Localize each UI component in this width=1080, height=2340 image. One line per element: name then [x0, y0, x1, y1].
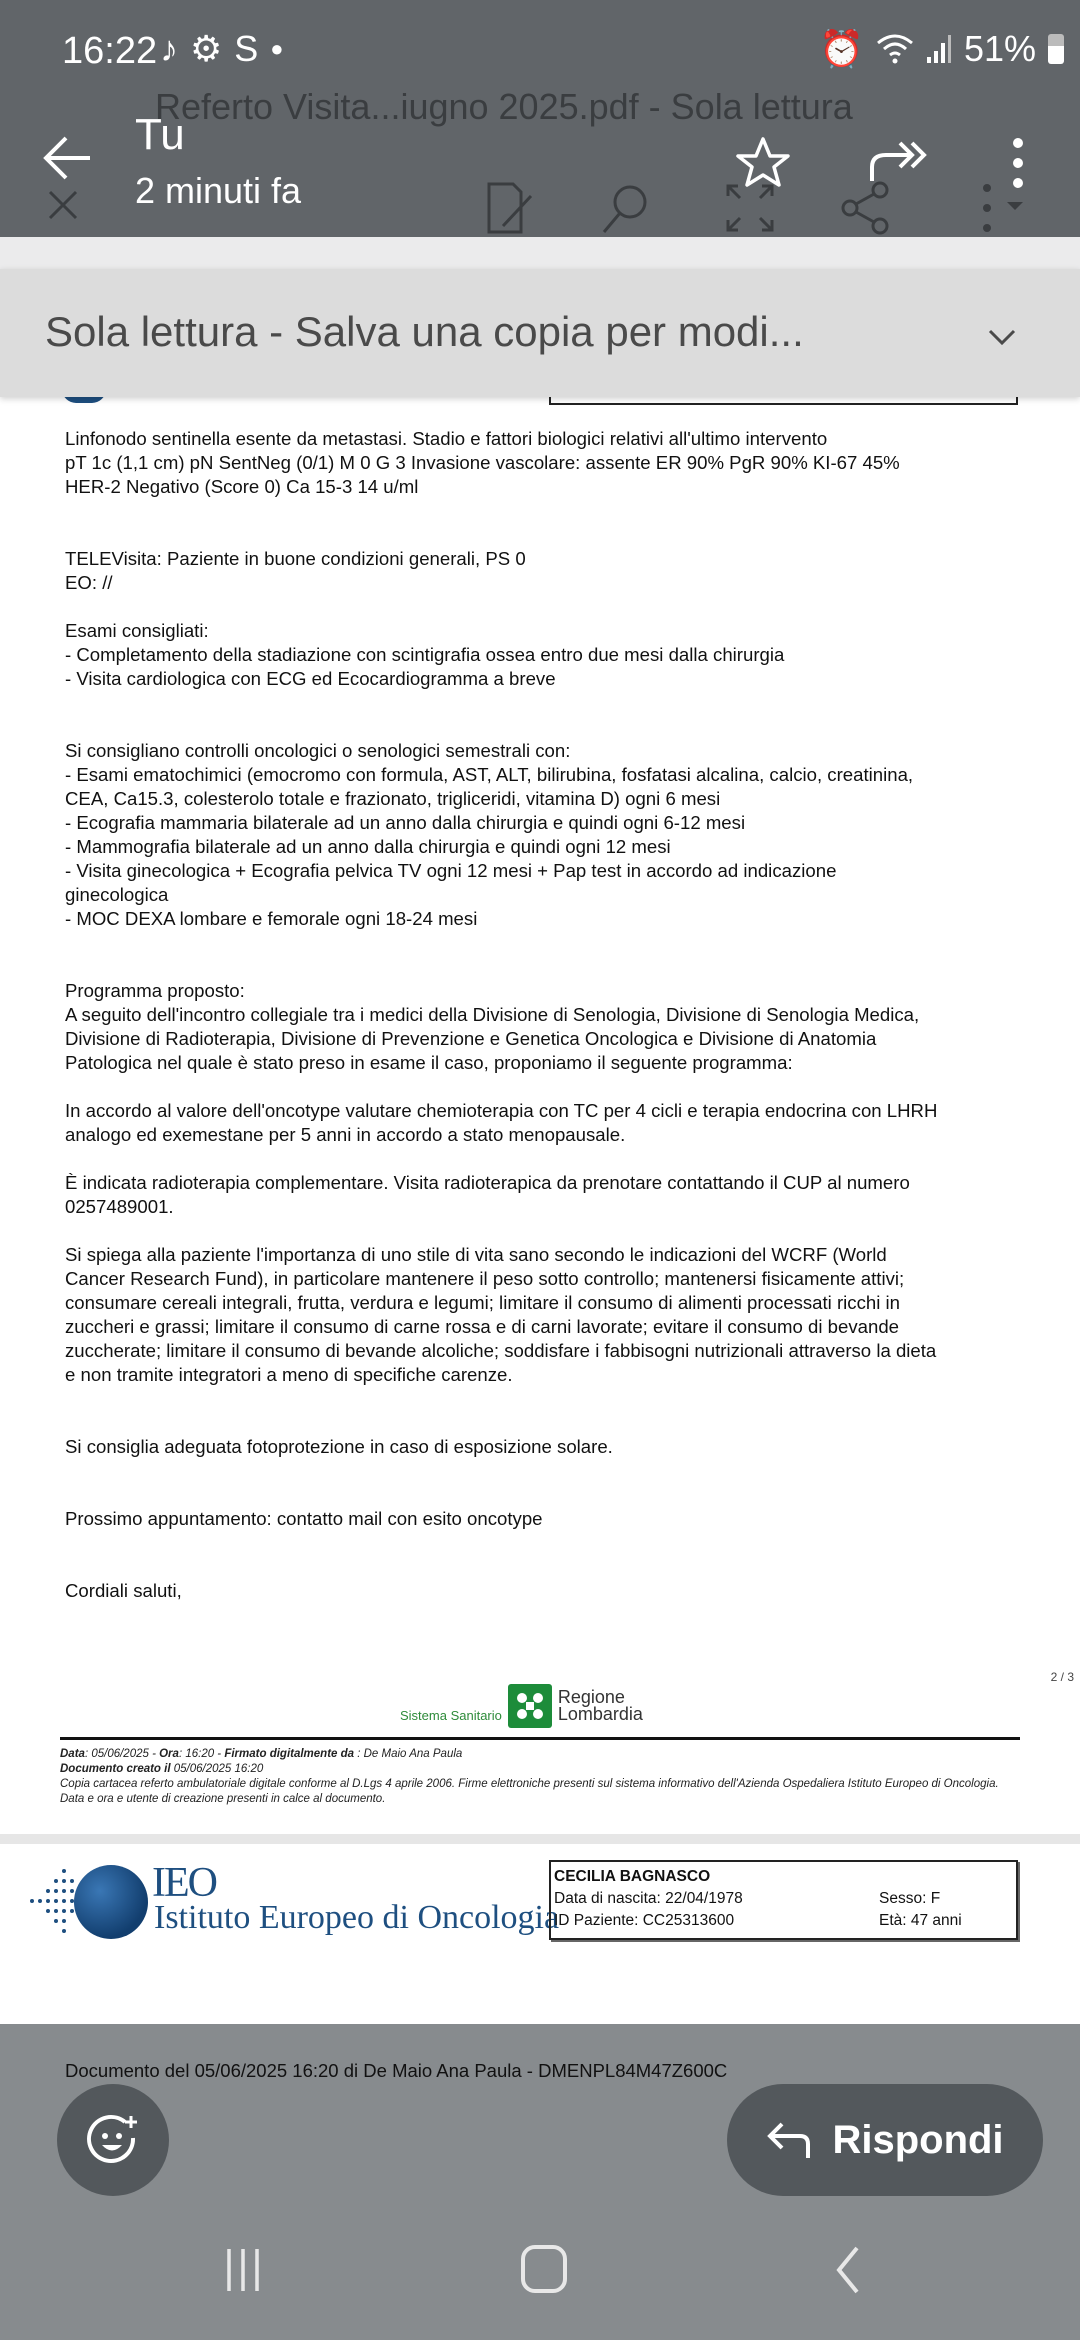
edit-document-icon[interactable] [483, 180, 539, 236]
birth-date: Data di nascita: 22/04/1978 [554, 1890, 743, 1907]
battery-icon [1048, 34, 1064, 64]
share-icon[interactable] [838, 180, 894, 236]
recents-icon [221, 2247, 265, 2293]
signature-block: Data: 05/06/2025 - Ora: 16:20 - Firmato digitalmente da : De Maio Ana Paula Documento creato il 05/06/2025 16:20 Copia cartacea referto ambulatoriale digitale conforme al D.Lgs 4 aprile 2006. Firme elettroniche presenti sul sistema informativo dell'Azienda Ospedaliera Istituto Europeo di Oncologia. Data e ora e utente di creazione presenti in calce al documento. [60, 1747, 1020, 1807]
doc-line: Esami consigliati: [65, 620, 209, 641]
ieo-logo [28, 1857, 560, 1937]
home-button[interactable] [504, 2240, 584, 2300]
doc-line: È indicata radioterapia complementare. Visita radioterapica da prenotare contattando il CUP al numero [65, 1172, 910, 1193]
doc-line: Si consigliano controlli oncologici o senologici semestrali con: [65, 740, 571, 761]
regione-lombardia-logo [400, 1682, 643, 1730]
pdf-more-icon[interactable] [975, 180, 1031, 236]
status-bar [0, 0, 1080, 100]
tiktok-icon: ♪ [160, 28, 178, 69]
doc-line: Patologica nel quale è stato preso in esame il caso, proponiamo il seguente programma: [65, 1052, 793, 1073]
add-reaction-button[interactable] [57, 2084, 169, 2196]
wifi-icon [876, 33, 914, 65]
pdf-title: Referto Visita...iugno 2025.pdf - Sola lettura [155, 86, 853, 127]
reply-button[interactable] [727, 2084, 1043, 2196]
doc-line: Programma proposto: [65, 980, 245, 1001]
doc-line: 0257489001. [65, 1196, 174, 1217]
regione-lombardia-label: Regione Lombardia [557, 1687, 643, 1724]
fullscreen-icon[interactable] [722, 180, 778, 236]
document-footer-line: Documento del 05/06/2025 16:20 di De Maio Ana Paula - DMENPL84M47Z600C [65, 2060, 728, 2081]
doc-line: - Esami ematochimici (emocromo con formula, AST, ALT, bilirubina, fosfatasi alcalina, calcio, creatinina, [65, 764, 914, 785]
bottom-overlay [0, 2024, 1080, 2340]
ieo-abbr: IEO [152, 1860, 216, 1906]
readonly-banner[interactable] [0, 269, 1080, 397]
page-number: 2 / 3 [1050, 1670, 1074, 1684]
chevron-down-icon[interactable] [984, 319, 1020, 355]
footer-divider [60, 1737, 1020, 1740]
sex: Sesso: F [879, 1890, 941, 1907]
doc-line: Cancer Research Fund), in particolare mantenere il peso sotto controllo; mantenersi fisicamente attivi; [65, 1268, 905, 1289]
reply-label: Rispondi [832, 2117, 1004, 2162]
lombardia-rose-icon [508, 1684, 552, 1728]
forward-icon[interactable] [866, 137, 930, 185]
top-overlay [0, 0, 1080, 237]
pdf-viewer[interactable] [0, 237, 1080, 2027]
clipped-page-header [0, 397, 1080, 413]
signature-note: Copia cartacea referto ambulatoriale digitale conforme al D.Lgs 4 aprile 2006. Firme elettroniche presenti sul sistema informativo dell'Azienda Ospedaliera Istituto Europeo di Oncologia. Data e ora e utente di creazione presenti in calce al documento. [60, 1778, 999, 1805]
age: Età: 47 anni [879, 1912, 962, 1929]
emoji-add-icon [85, 2112, 141, 2168]
doc-line: EO: // [65, 572, 113, 593]
nav-back-icon [833, 2246, 863, 2294]
back-arrow-icon[interactable] [40, 130, 96, 186]
doc-line: zuccheri e grassi; limitare il consumo di carne rossa e di carni lavorate; evitare il consumo di bevande [65, 1316, 900, 1337]
doc-line: A seguito dell'incontro collegiale tra i medici della Divisione di Senologia, Divisione di Senologia Medica, [65, 1004, 920, 1025]
doc-line: - Visita cardiologica con ECG ed Ecocardiogramma a breve [65, 668, 556, 689]
doc-line: - Mammografia bilaterale ad un anno dalla chirurgia e quindi ogni 12 mesi [65, 836, 671, 857]
patient-name: CECILIA BAGNASCO [554, 1868, 711, 1885]
document-body [65, 427, 1000, 1603]
dot-icon: ● [270, 36, 284, 61]
doc-line: Cordiali saluti, [65, 1580, 182, 1601]
page-separator [0, 1834, 1080, 1844]
signal-icon [926, 33, 952, 65]
patient-id: ID Paziente: CC25313600 [554, 1912, 735, 1929]
message-time: 2 minuti fa [135, 170, 302, 211]
s-app-icon: S [234, 28, 259, 69]
nav-back-button[interactable] [808, 2240, 888, 2300]
sender-name: Tu [135, 110, 185, 159]
doc-line: pT 1c (1,1 cm) pN SentNeg (0/1) M 0 G 3 Invasione vascolare: assente ER 90% PgR 90% KI-67 45% [65, 452, 900, 473]
readonly-banner-text: Sola lettura - Salva una copia per modi... [45, 308, 804, 355]
doc-line: HER-2 Negativo (Score 0) Ca 15-3 14 u/ml [65, 476, 419, 497]
toolbar-shadow-strip [0, 237, 1080, 269]
battery-percent: 51% [963, 28, 1036, 69]
doc-line: TELEVisita: Paziente in buone condizioni generali, PS 0 [65, 548, 526, 569]
doc-line: - Completamento della stadiazione con scintigrafia ossea entro due mesi dalla chirurgia [65, 644, 785, 665]
patient-info-box [549, 1860, 1018, 1940]
home-icon [519, 2245, 569, 2295]
alarm-icon: ⏰ [819, 28, 864, 69]
recents-button[interactable] [203, 2240, 283, 2300]
sistema-sanitario-label: Sistema Sanitario [400, 1707, 502, 1723]
doc-line: Linfonodo sentinella esente da metastasi. Stadio e fattori biologici relativi all'ultimo intervento [65, 428, 828, 449]
doc-line: Si consiglia adeguata fotoprotezione in caso di esposizione solare. [65, 1436, 613, 1457]
doc-line: analogo ed exemestane per 5 anni in accordo a stato menopausale. [65, 1124, 626, 1145]
doc-line: consumare cereali integrali, frutta, verdura e legumi; limitare il consumo di alimenti processati ricchi in [65, 1292, 900, 1313]
system-nav-bar [0, 2200, 1080, 2340]
ieo-name: Istituto Europeo di Oncologia [154, 1899, 560, 1936]
gear-icon: ⚙ [190, 28, 223, 69]
doc-line: e non tramite integratori a meno di specifiche carenze. [65, 1364, 513, 1385]
doc-line: CEA, Ca15.3, colesterolo totale e frazionato, trigliceridi, vitamina D) ogni 6 mesi [65, 788, 721, 809]
doc-line: - Ecografia mammaria bilaterale ad un anno dalla chirurgia e quindi ogni 6-12 mesi [65, 812, 746, 833]
ieo-globe-icon [74, 1865, 148, 1939]
doc-line: Divisione di Radioterapia, Divisione di Prevenzione e Genetica Oncologica e Divisione di Anatomia [65, 1028, 877, 1049]
search-icon[interactable] [598, 180, 654, 236]
doc-line: ginecologica [65, 884, 169, 905]
reply-icon [766, 2120, 814, 2160]
doc-line: - MOC DEXA lombare e femorale ogni 18-24 mesi [65, 908, 478, 929]
close-icon[interactable] [46, 188, 80, 222]
doc-line: In accordo al valore dell'oncotype valutare chemioterapia con TC per 4 cicli e terapia endocrina con LHRH [65, 1100, 938, 1121]
doc-line: Prossimo appuntamento: contatto mail con esito oncotype [65, 1508, 543, 1529]
doc-line: Si spiega alla paziente l'importanza di uno stile di vita sano secondo le indicazioni del WCRF (World [65, 1244, 887, 1265]
doc-line: zuccherate; limitare il consumo di bevande alcoliche; soddisfare i fabbisogni nutrizionali attraverso la dieta [65, 1340, 937, 1361]
status-time: 16:22 [62, 30, 158, 72]
doc-line: - Visita ginecologica + Ecografia pelvica TV ogni 12 mesi + Pap test in accordo ad indicazione [65, 860, 837, 881]
